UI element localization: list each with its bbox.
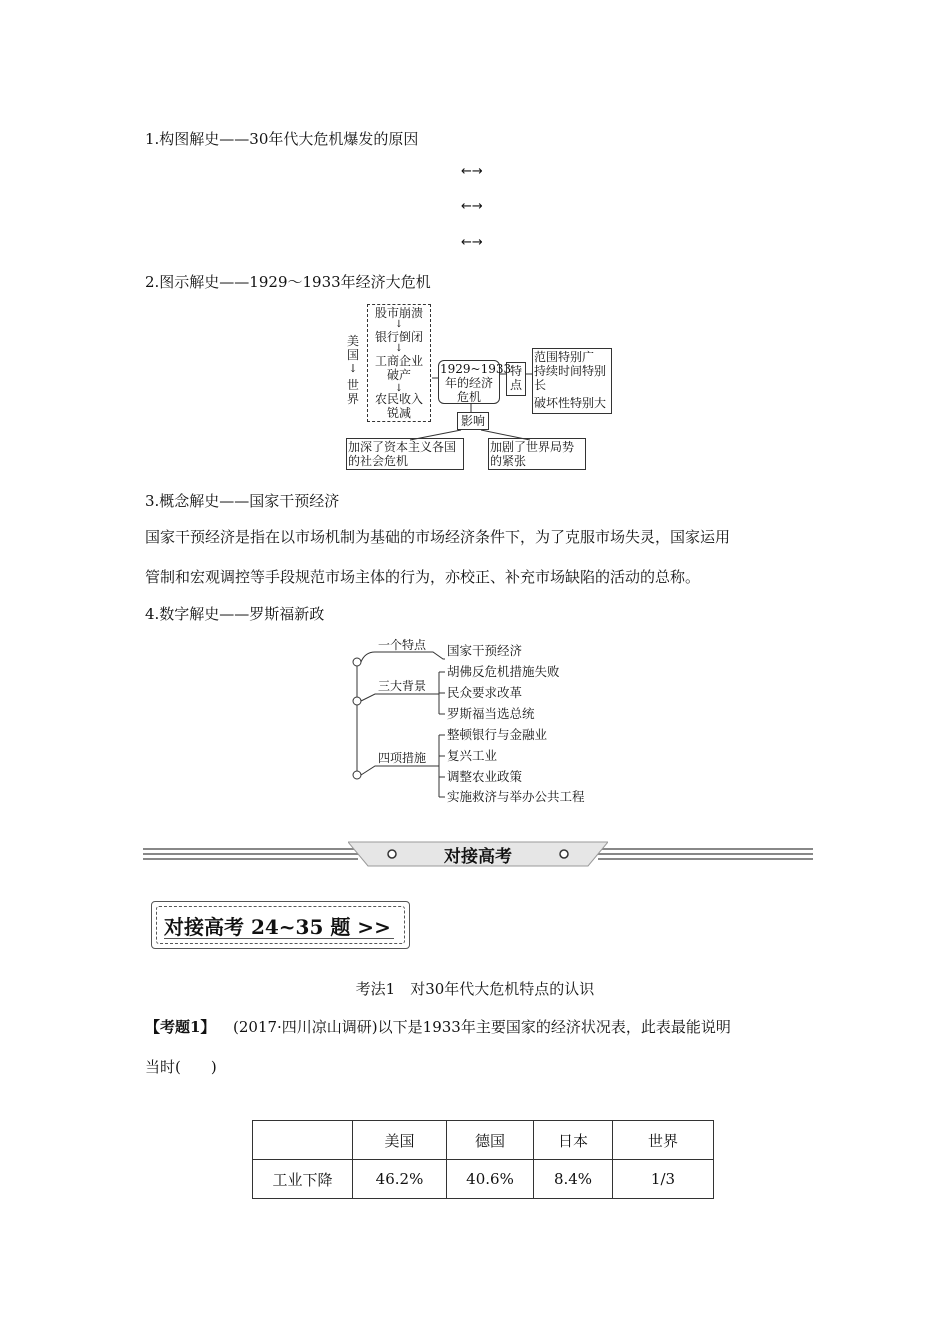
table-header-cell: 德国 <box>447 1121 534 1160</box>
trait-item: 破坏性特别大 <box>534 396 607 410</box>
tree-item: 复兴工业 <box>447 748 498 763</box>
down-arrow-icon: ↓ <box>394 383 404 394</box>
tree-group-label: 三大背景 <box>377 679 426 693</box>
table-cell: 46.2% <box>353 1160 447 1199</box>
exam-range-label: 对接高考 24~35 题 >> <box>164 915 391 939</box>
table-cell: 1/3 <box>613 1160 714 1199</box>
question-line: 当时( ) <box>145 1058 217 1076</box>
question-tag: 【考题1】 <box>145 1018 216 1036</box>
table-row-label: 工业下降 <box>253 1160 353 1199</box>
diagram-impact-label: 影响 <box>460 414 485 428</box>
table-row <box>253 1160 714 1199</box>
tree-item: 国家干预经济 <box>447 643 523 658</box>
tree-item: 胡佛反危机措施失败 <box>447 664 560 679</box>
impact-item: 加深了资本主义各国的社会危机 <box>348 440 457 468</box>
table-cell <box>253 1121 353 1160</box>
table-header-cell: 美国 <box>353 1121 447 1160</box>
section3-paragraph-line: 管制和宏观调控等手段规范市场主体的行为，亦校正、补充市场缺陷的活动的总称。 <box>145 568 701 586</box>
section4-heading: 4.数字解史——罗斯福新政 <box>145 605 325 623</box>
diagram-center-label: 1929~1933年的经济危机 <box>440 362 512 404</box>
impact-item: 加剧了世界局势的紧张 <box>490 440 575 468</box>
trait-item: 持续时间特别长 <box>534 364 607 392</box>
economy-table <box>252 1120 714 1199</box>
down-arrow-icon: ↓ <box>348 362 358 375</box>
tree-item: 调整农业政策 <box>447 769 523 784</box>
chain-item: 工商企业破产 <box>374 354 423 382</box>
banner-title: 对接高考 <box>444 847 512 867</box>
method-title: 考法1 对30年代大危机特点的认识 <box>355 980 595 998</box>
tree-item: 民众要求改革 <box>447 685 523 700</box>
table-header-row <box>253 1121 714 1160</box>
double-arrow-icon: ←→ <box>461 235 483 250</box>
table-header-cell: 日本 <box>534 1121 613 1160</box>
section3-heading: 3.概念解史——国家干预经济 <box>145 492 340 510</box>
double-arrow-icon: ←→ <box>461 199 483 214</box>
chain-item: 银行倒闭 <box>374 330 423 344</box>
down-arrow-icon: ↓ <box>394 319 404 330</box>
tree-group-label: 一个特点 <box>377 638 426 652</box>
chain-item: 农民收入锐减 <box>374 392 423 420</box>
diagram-side-label-us: 美国 <box>346 334 359 362</box>
chain-item: 股市崩溃 <box>374 306 423 320</box>
question-line: (2017·四川凉山调研)以下是1933年主要国家的经济状况表，此表最能说明 <box>233 1018 731 1036</box>
double-arrow-icon: ←→ <box>461 164 483 179</box>
tree-item: 整顿银行与金融业 <box>447 727 548 742</box>
table-cell: 40.6% <box>447 1160 534 1199</box>
down-arrow-icon: ↓ <box>394 343 404 354</box>
section3-paragraph-line: 国家干预经济是指在以市场机制为基础的市场经济条件下，为了克服市场失灵，国家运用 <box>145 528 731 546</box>
table-header-cell: 世界 <box>613 1121 714 1160</box>
diagram-trait-label: 特点 <box>509 364 522 392</box>
new-deal-tree <box>345 632 605 810</box>
tree-item: 实施救济与举办公共工程 <box>447 789 585 804</box>
section1-heading: 1.构图解史——30年代大危机爆发的原因 <box>145 130 419 148</box>
trait-item: 范围特别广 <box>534 350 595 364</box>
crisis-diagram <box>340 302 620 474</box>
tree-item: 罗斯福当选总统 <box>447 706 535 721</box>
section2-heading: 2.图示解史——1929～1933年经济大危机 <box>145 273 431 291</box>
table-cell: 8.4% <box>534 1160 613 1199</box>
section-banner <box>143 840 813 868</box>
diagram-side-label-world: 世界 <box>346 378 359 406</box>
tree-group-label: 四项措施 <box>377 751 426 765</box>
exam-range-box <box>151 901 410 949</box>
